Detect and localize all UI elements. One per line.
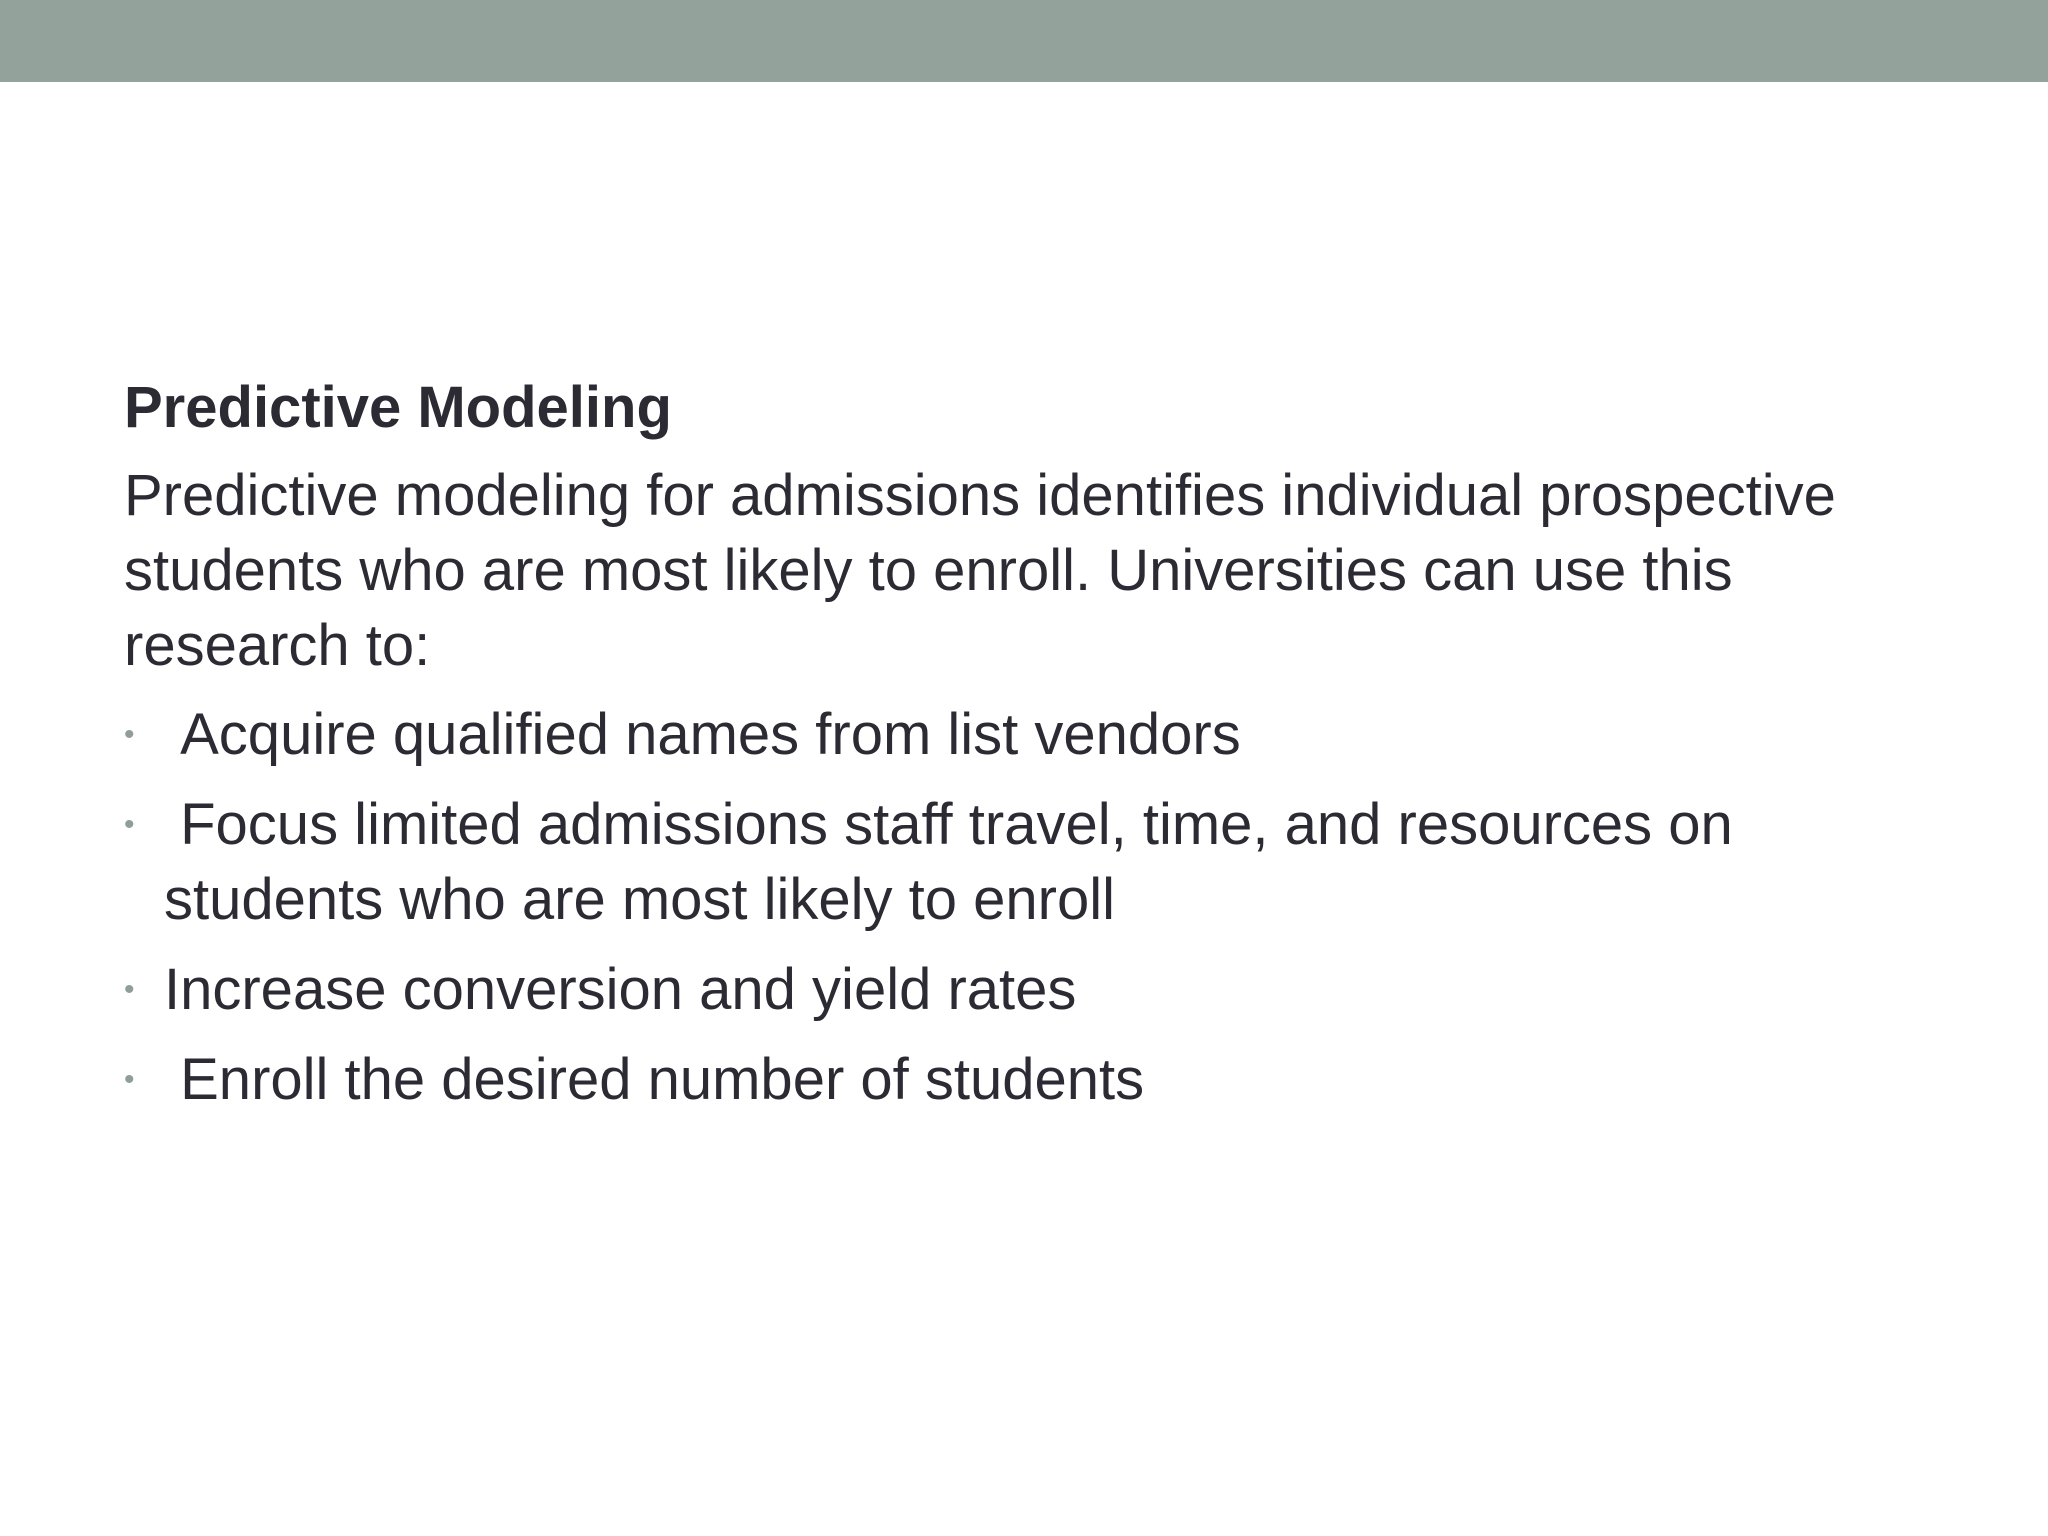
bullet-text: Acquire qualified names from list vendors — [164, 702, 1241, 767]
bullet-text: Increase conversion and yield rates — [164, 957, 1077, 1022]
bullet-item — [124, 787, 1944, 937]
bullet-text: Enroll the desired number of students — [164, 1047, 1145, 1112]
bullet-dot-icon: • — [124, 718, 135, 751]
bullet-dot-icon: • — [124, 973, 135, 1006]
slide-heading: Predictive Modeling — [124, 375, 672, 440]
bullet-list — [124, 697, 1944, 1117]
bullet-dot-icon: • — [124, 808, 135, 841]
intro-paragraph: Predictive modeling for admissions identifies individual prospective students who are most likely to enroll. Universities can use this research to: — [124, 463, 1836, 678]
bullet-item — [124, 697, 1944, 772]
bullet-item — [124, 952, 1944, 1027]
top-accent-bar — [0, 0, 2048, 82]
bullet-item — [124, 1042, 1944, 1117]
slide-content — [124, 368, 1944, 1132]
bullet-dot-icon: • — [124, 1063, 135, 1096]
bullet-text: Focus limited admissions staff travel, time, and resources on students who are most likely to enroll — [164, 792, 1749, 932]
